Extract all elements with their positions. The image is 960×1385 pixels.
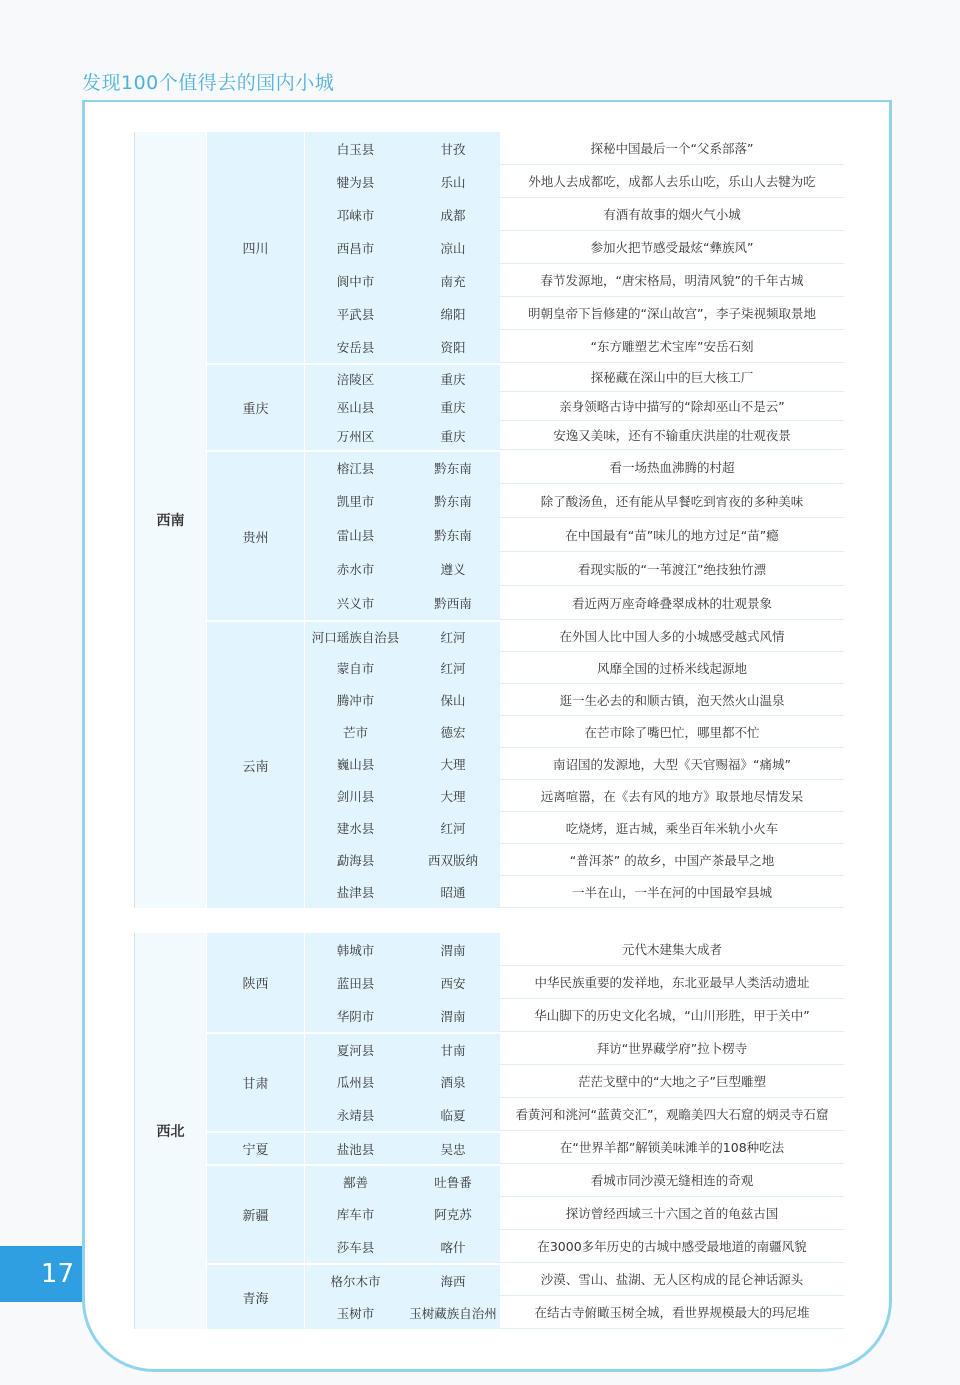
description-text: 在中国最有“苗”味儿的地方过足“苗”瘾 <box>500 518 844 552</box>
prefecture-name: 渭南 <box>406 999 500 1032</box>
county-name: 蓝田县 <box>304 966 406 999</box>
county-name: 巫山县 <box>304 392 406 421</box>
prefecture-name: 凉山 <box>406 231 500 264</box>
description-text: 在结古寺俯瞰玉树全城，看世界规模最大的玛尼堆 <box>500 1296 844 1329</box>
province-name: 甘肃 <box>206 1032 304 1131</box>
county-name: 安岳县 <box>304 330 406 363</box>
county-name: 瓜州县 <box>304 1065 406 1098</box>
county-name: 河口瑶族自治县 <box>304 620 406 652</box>
county-name: 雷山县 <box>304 518 406 552</box>
region-table-southwest <box>134 132 844 912</box>
county-name: 腾冲市 <box>304 684 406 716</box>
description-text: 远离喧嚣，在《去有风的地方》取景地尽情发呆 <box>500 780 844 812</box>
prefecture-name: 西双版纳 <box>406 844 500 876</box>
prefecture-name: 绵阳 <box>406 297 500 330</box>
prefecture-name: 大理 <box>406 748 500 780</box>
prefecture-name: 甘孜 <box>406 132 500 165</box>
description-text: 在外国人比中国人多的小城感受越式风情 <box>500 620 844 652</box>
county-name: 西昌市 <box>304 231 406 264</box>
prefecture-name: 阿克苏 <box>406 1197 500 1230</box>
description-text: 中华民族重要的发祥地，东北亚最早人类活动遗址 <box>500 966 844 999</box>
county-name: 邛崃市 <box>304 198 406 231</box>
prefecture-name: 保山 <box>406 684 500 716</box>
county-name: 华阴市 <box>304 999 406 1032</box>
prefecture-name: 红河 <box>406 652 500 684</box>
description-text: 看现实版的“一苇渡江”绝技独竹漂 <box>500 552 844 586</box>
county-name: 勐海县 <box>304 844 406 876</box>
description-text: 看城市同沙漠无缝相连的奇观 <box>500 1164 844 1197</box>
county-name: 玉树市 <box>304 1296 406 1329</box>
region-name: 西南 <box>134 132 206 908</box>
prefecture-name: 成都 <box>406 198 500 231</box>
prefecture-name: 红河 <box>406 812 500 844</box>
prefecture-name: 昭通 <box>406 876 500 908</box>
description-text: 探访曾经西域三十六国之首的龟兹古国 <box>500 1197 844 1230</box>
county-name: 万州区 <box>304 421 406 450</box>
description-text: 一半在山，一半在河的中国最窄县城 <box>500 876 844 908</box>
county-name: 建水县 <box>304 812 406 844</box>
description-text: 除了酸汤鱼，还有能从早餐吃到宵夜的多种美味 <box>500 484 844 518</box>
province-name: 重庆 <box>206 363 304 450</box>
description-text: 外地人去成都吃，成都人去乐山吃，乐山人去犍为吃 <box>500 165 844 198</box>
description-text: 明朝皇帝下旨修建的“深山故宫”，李子柒视频取景地 <box>500 297 844 330</box>
province-name: 宁夏 <box>206 1131 304 1164</box>
region-name: 西北 <box>134 933 206 1329</box>
province-name: 陕西 <box>206 933 304 1032</box>
prefecture-name: 重庆 <box>406 421 500 450</box>
description-text: “东方雕塑艺术宝库”安岳石刻 <box>500 330 844 363</box>
description-text: 安逸又美味，还有不输重庆洪崖的壮观夜景 <box>500 421 844 450</box>
county-name: 凯里市 <box>304 484 406 518</box>
county-name: 韩城市 <box>304 933 406 966</box>
prefecture-name: 酒泉 <box>406 1065 500 1098</box>
province-name: 云南 <box>206 620 304 908</box>
description-text: 吃烧烤，逛古城，乘坐百年米轨小火车 <box>500 812 844 844</box>
county-name: 平武县 <box>304 297 406 330</box>
description-text: 看黄河和洮河“蓝黄交汇”，观瞻美四大石窟的炳灵寺石窟 <box>500 1098 844 1131</box>
description-text: 探秘藏在深山中的巨大核工厂 <box>500 363 844 392</box>
county-name: 库车市 <box>304 1197 406 1230</box>
prefecture-name: 大理 <box>406 780 500 812</box>
prefecture-name: 玉树藏族自治州 <box>406 1296 500 1329</box>
county-name: 剑川县 <box>304 780 406 812</box>
prefecture-name: 重庆 <box>406 363 500 392</box>
county-name: 盐池县 <box>304 1131 406 1164</box>
prefecture-name: 吴忠 <box>406 1131 500 1164</box>
page-number: 17 <box>0 1246 82 1302</box>
prefecture-name: 喀什 <box>406 1230 500 1263</box>
province-name: 四川 <box>206 132 304 363</box>
province-name: 贵州 <box>206 450 304 620</box>
prefecture-name: 海西 <box>406 1263 500 1296</box>
prefecture-name: 德宏 <box>406 716 500 748</box>
county-name: 永靖县 <box>304 1098 406 1131</box>
description-text: 有酒有故事的烟火气小城 <box>500 198 844 231</box>
prefecture-name: 资阳 <box>406 330 500 363</box>
description-text: 春节发源地，“唐宋格局，明清风貌”的千年古城 <box>500 264 844 297</box>
description-text: 在3000多年历史的古城中感受最地道的南疆风貌 <box>500 1230 844 1263</box>
description-text: 华山脚下的历史文化名城，“山川形胜，甲于关中” <box>500 999 844 1032</box>
description-text: 元代木建集大成者 <box>500 933 844 966</box>
county-name: 巍山县 <box>304 748 406 780</box>
county-name: 鄯善 <box>304 1164 406 1197</box>
county-name: 犍为县 <box>304 165 406 198</box>
description-text: 风靡全国的过桥米线起源地 <box>500 652 844 684</box>
county-name: 莎车县 <box>304 1230 406 1263</box>
prefecture-name: 渭南 <box>406 933 500 966</box>
description-text: 逛一生必去的和顺古镇，泡天然火山温泉 <box>500 684 844 716</box>
prefecture-name: 黔西南 <box>406 586 500 620</box>
description-text: 看近两万座奇峰叠翠成林的壮观景象 <box>500 586 844 620</box>
prefecture-name: 南充 <box>406 264 500 297</box>
description-text: 在“世界羊都”解锁美味滩羊的108种吃法 <box>500 1131 844 1164</box>
prefecture-name: 甘南 <box>406 1032 500 1065</box>
description-text: 参加火把节感受最炫“彝族风” <box>500 231 844 264</box>
page-title: 发现100个值得去的国内小城 <box>82 72 335 94</box>
county-name: 榕江县 <box>304 450 406 484</box>
county-name: 盐津县 <box>304 876 406 908</box>
description-text: 看一场热血沸腾的村超 <box>500 450 844 484</box>
county-name: 白玉县 <box>304 132 406 165</box>
prefecture-name: 重庆 <box>406 392 500 421</box>
county-name: 夏河县 <box>304 1032 406 1065</box>
county-name: 赤水市 <box>304 552 406 586</box>
county-name: 芒市 <box>304 716 406 748</box>
description-text: 拜访“世界藏学府”拉卜楞寺 <box>500 1032 844 1065</box>
description-text: 亲身领略古诗中描写的“除却巫山不是云” <box>500 392 844 421</box>
prefecture-name: 黔东南 <box>406 484 500 518</box>
description-text: 沙漠、雪山、盐湖、无人区构成的昆仑神话源头 <box>500 1263 844 1296</box>
prefecture-name: 遵义 <box>406 552 500 586</box>
county-name: 阆中市 <box>304 264 406 297</box>
county-name: 蒙自市 <box>304 652 406 684</box>
description-text: “普洱茶” 的故乡，中国产茶最早之地 <box>500 844 844 876</box>
prefecture-name: 黔东南 <box>406 450 500 484</box>
prefecture-name: 红河 <box>406 620 500 652</box>
prefecture-name: 乐山 <box>406 165 500 198</box>
prefecture-name: 黔东南 <box>406 518 500 552</box>
county-name: 兴义市 <box>304 586 406 620</box>
county-name: 涪陵区 <box>304 363 406 392</box>
prefecture-name: 吐鲁番 <box>406 1164 500 1197</box>
description-text: 探秘中国最后一个“父系部落” <box>500 132 844 165</box>
province-name: 新疆 <box>206 1164 304 1263</box>
county-name: 格尔木市 <box>304 1263 406 1296</box>
province-name: 青海 <box>206 1263 304 1329</box>
description-text: 在芒市除了嘴巴忙，哪里都不忙 <box>500 716 844 748</box>
region-table-northwest <box>134 933 844 1329</box>
description-text: 南诏国的发源地，大型《天官赐福》“痛城” <box>500 748 844 780</box>
description-text: 茫茫戈壁中的“大地之子”巨型雕塑 <box>500 1065 844 1098</box>
prefecture-name: 临夏 <box>406 1098 500 1131</box>
prefecture-name: 西安 <box>406 966 500 999</box>
